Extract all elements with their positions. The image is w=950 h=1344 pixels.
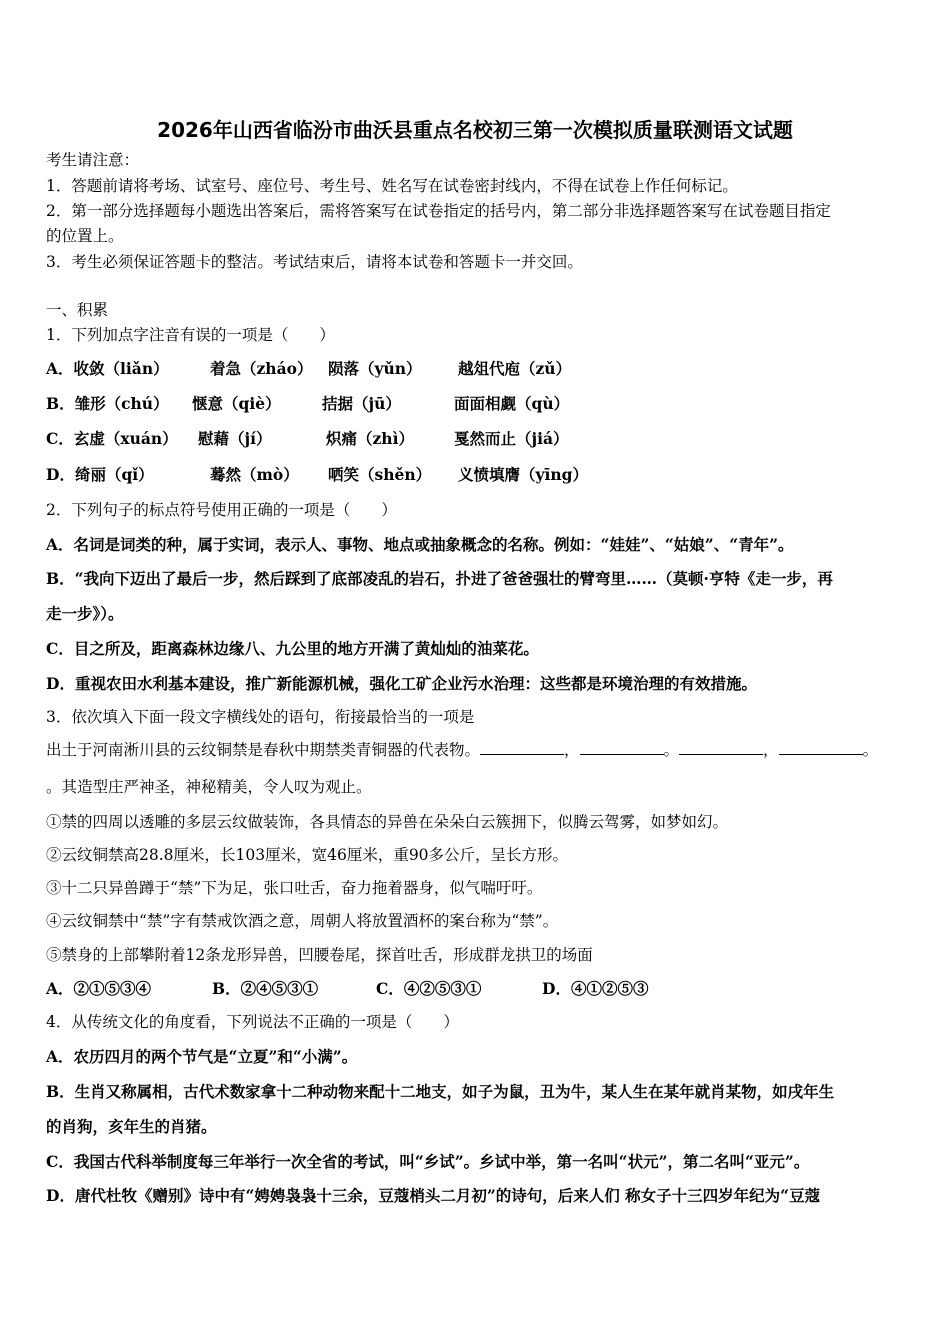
q3-option: D．④①②⑤③	[542, 979, 649, 998]
q2-option: B．“我向下迈出了最后一步，然后踩到了底部凌乱的岩石，扑进了爸爸强壮的臂弯里……（莫顿·亨特《走一步，再	[46, 569, 833, 588]
question-1-stem: 1．下列加点字注音有误的一项是（ ）	[46, 326, 335, 344]
fill-blank	[779, 740, 863, 755]
question-4-stem: 4．从传统文化的角度看，下列说法不正确的一项是（ ）	[46, 1013, 459, 1031]
notice-item: 的位置上。	[46, 227, 124, 245]
q2-option: C．目之所及，距离森林边缘八、九公里的地方开满了黄灿灿的油菜花。	[46, 639, 539, 658]
notice-item: 3．考生必须保证答题卡的整洁。考试结束后，请将本试卷和答题卡一并交回。	[46, 253, 583, 271]
q3-passage	[46, 740, 878, 760]
q4-option: 的肖狗，亥年生的肖猪。	[46, 1117, 217, 1136]
q1-item: 面面相觑（qù）	[454, 394, 570, 413]
q3-item: ④云纹铜禁中“禁”字有禁戒饮酒之意，周朝人将放置酒杯的案台称为“禁”。	[46, 912, 559, 930]
q3-option: C．④②⑤③①	[376, 979, 482, 998]
notice-item: 2．第一部分选择题每小题选出答案后，需将答案写在试卷指定的括号内，第二部分非选择题答案写在试卷题目指定	[46, 202, 831, 220]
notice-item: 1．答题前请将考场、试室号、座位号、考生号、姓名写在试卷密封线内，不得在试卷上作任何标记。	[46, 177, 738, 195]
fill-blank	[679, 740, 763, 755]
page-title: 2026年山西省临汾市曲沃县重点名校初三第一次模拟质量联测语文试题	[157, 118, 793, 142]
notice-heading: 考生请注意：	[46, 151, 140, 169]
q1-item: 戛然而止（jiá）	[454, 429, 569, 448]
q1-item: 义愤填膺（yīng）	[458, 465, 589, 484]
q4-option: C．我国古代科举制度每三年举行一次全省的考试，叫“乡试”。乡试中举，第一名叫“状元”，第二名叫“亚元”。	[46, 1152, 810, 1171]
q4-option: A．农历四月的两个节气是“立夏”和“小满”。	[46, 1047, 358, 1066]
q1-item: C．玄虚（xuán）	[46, 429, 178, 448]
q1-item: B．雏形（chú）	[46, 394, 169, 413]
fill-blank	[480, 740, 564, 755]
q3-option: A．②①⑤③④	[46, 979, 152, 998]
q1-item: 慰藉（jí）	[198, 429, 272, 448]
q3-passage-end: 。其造型庄严神圣，神秘精美，令人叹为观止。	[46, 778, 372, 796]
q3-item: ②云纹铜禁高28.8厘米，长103厘米，宽46厘米，重90多公斤，呈长方形。	[46, 846, 569, 864]
q2-option: 走一步》）。	[46, 604, 124, 623]
q1-item: 哂笑（shěn）	[328, 465, 432, 484]
q2-option: A．名词是词类的种，属于实词，表示人、事物、地点或抽象概念的名称。例如：“娃娃”、“姑娘”、“青年”。	[46, 535, 794, 554]
q1-item: 拮据（jū）	[322, 394, 401, 413]
q1-item: 蓦然（mò）	[210, 465, 299, 484]
section-heading: 一、积累	[46, 301, 109, 319]
punct: 。	[862, 741, 879, 759]
q2-option: D．重视农田水利基本建设，推广新能源机械，强化工矿企业污水治理：这些都是环境治理的有效措施。	[46, 674, 757, 693]
punct: ，	[763, 741, 779, 759]
q1-item: D．绮丽（qǐ）	[46, 465, 154, 484]
fill-blank	[580, 740, 664, 755]
q1-item: 炽痛（zhì）	[326, 429, 414, 448]
punct: ，	[564, 741, 580, 759]
q1-item: 越俎代庖（zǔ）	[458, 359, 572, 378]
q4-option: D．唐代杜牧《赠别》诗中有“娉娉袅袅十三余，豆蔻梢头二月初”的诗句，后来人们 称女子十三四岁年纪为“豆蔻	[46, 1186, 821, 1205]
q3-item: ③十二只异兽蹲于“禁”下为足，张口吐舌，奋力拖着器身，似气喘吁吁。	[46, 879, 543, 897]
question-2-stem: 2．下列句子的标点符号使用正确的一项是（ ）	[46, 501, 397, 519]
q3-item: ①禁的四周以透雕的多层云纹做装饰，各具情态的异兽在朵朵白云簇拥下，似腾云驾雾，如梦如幻。	[46, 813, 729, 831]
q3-item: ⑤禁身的上部攀附着12条龙形异兽，凹腰卷尾，探首吐舌，形成群龙拱卫的场面	[46, 946, 593, 964]
q3-passage-text: 出土于河南淅川县的云纹铜禁是春秋中期禁类青铜器的代表物。	[46, 741, 481, 759]
q4-option: B．生肖又称属相，古代术数家拿十二种动物来配十二地支，如子为鼠，丑为牛，某人生在某年就肖某物，如戌年生	[46, 1082, 835, 1101]
question-3-stem: 3．依次填入下面一段文字横线处的语句，衔接最恰当的一项是	[46, 708, 475, 726]
punct: 。	[663, 741, 680, 759]
q1-item: 惬意（qiè）	[192, 394, 281, 413]
q1-item: A．收敛（liǎn）	[46, 359, 169, 378]
q1-item: 陨落（yǔn）	[328, 359, 422, 378]
q1-item: 着急（zháo）	[210, 359, 313, 378]
q3-option: B．②④⑤③①	[212, 979, 319, 998]
